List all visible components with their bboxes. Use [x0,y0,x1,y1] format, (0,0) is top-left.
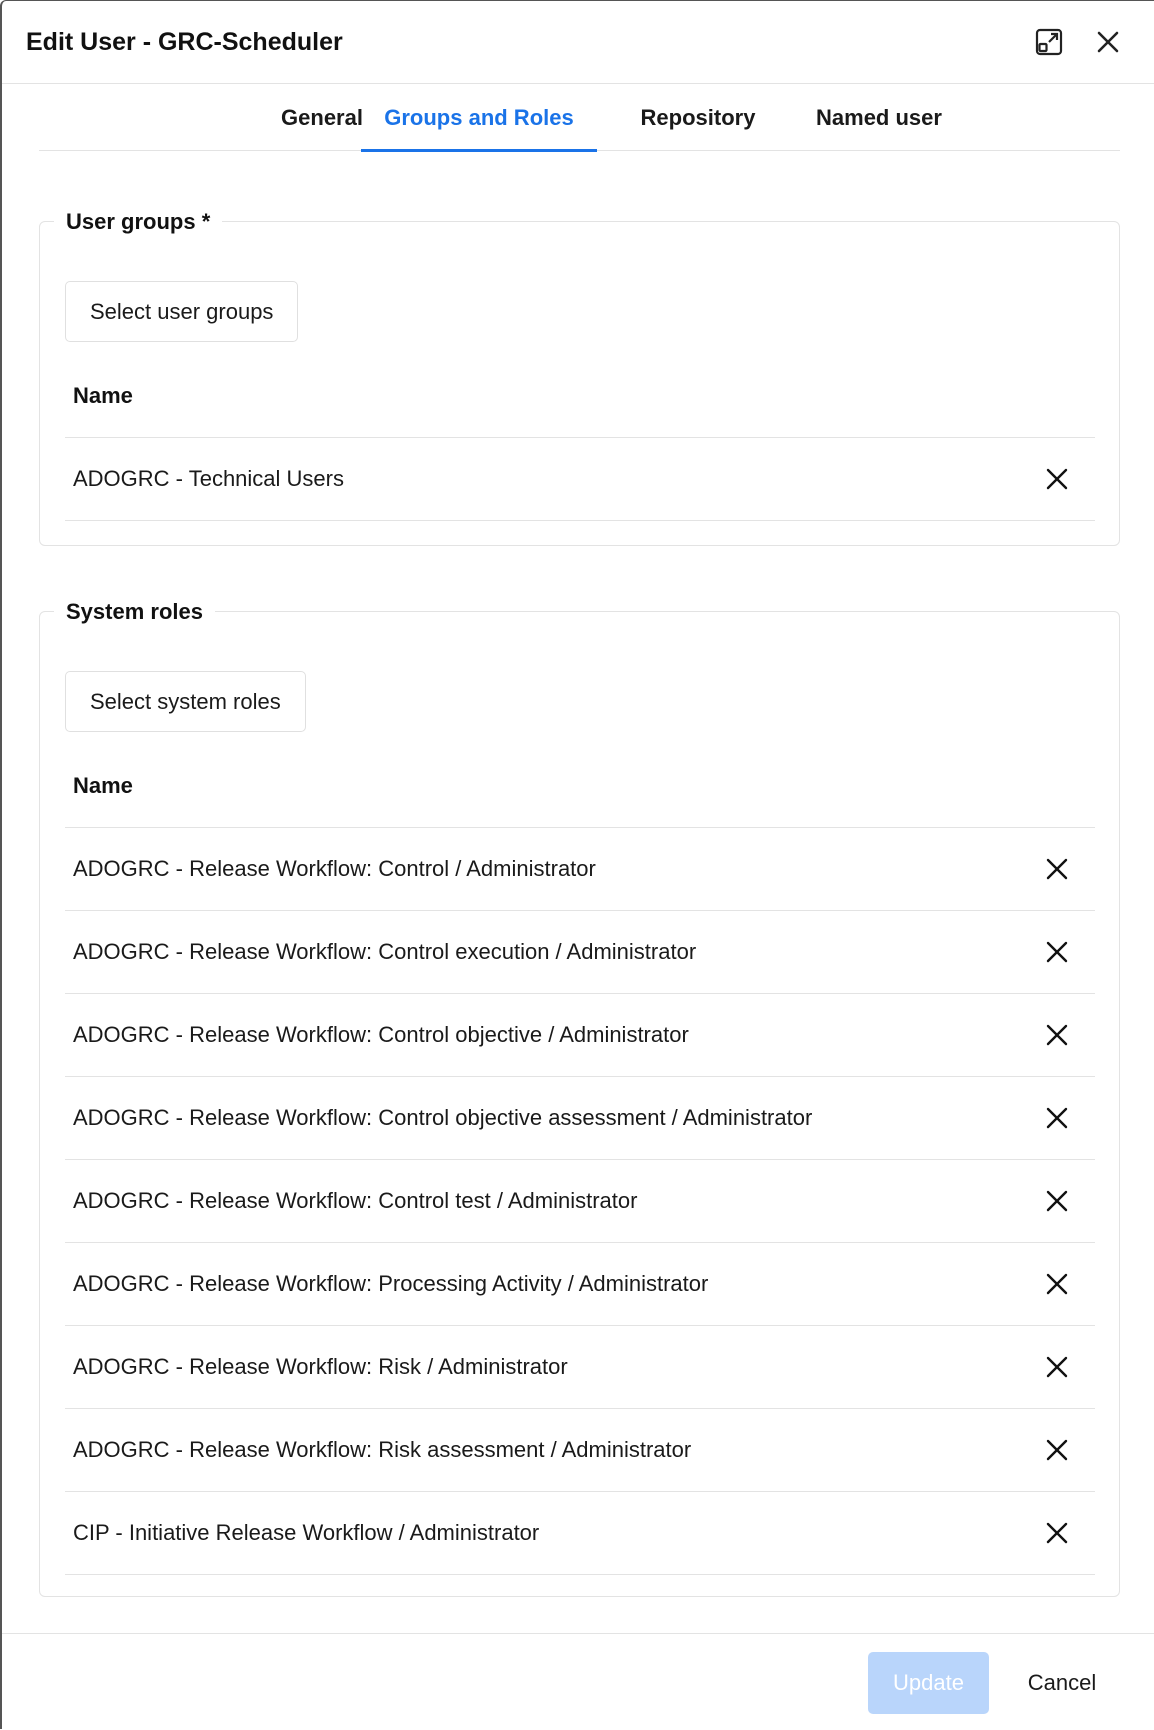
x-icon [1046,1273,1068,1295]
remove-button[interactable] [1039,461,1075,497]
system-roles-name-header: Name [65,745,1095,828]
system-roles-list [65,828,1095,1575]
user-groups-name-header: Name [65,355,1095,438]
row-label: CIP - Initiative Release Workflow / Administrator [73,1520,540,1545]
tab-bar [39,84,1120,151]
table-row [65,1409,1095,1492]
close-button[interactable] [1089,23,1127,61]
update-button[interactable]: Update [868,1652,989,1714]
dialog-title: Edit User - GRC-Scheduler [26,28,343,56]
x-icon [1046,1356,1068,1378]
row-label: ADOGRC - Release Workflow: Control / Administrator [73,856,596,881]
dialog-header [2,1,1154,84]
close-icon [1096,30,1120,54]
x-icon [1046,858,1068,880]
table-row [65,994,1095,1077]
remove-button[interactable] [1039,1432,1075,1468]
table-row [65,1492,1095,1575]
row-label: ADOGRC - Release Workflow: Control test / Administrator [73,1188,638,1213]
dialog-footer [2,1633,1154,1730]
remove-button[interactable] [1039,851,1075,887]
row-label: ADOGRC - Release Workflow: Processing Activity / Administrator [73,1271,709,1296]
tab-groups-and-roles[interactable]: Groups and Roles [361,84,597,151]
user-groups-list [65,438,1095,521]
remove-button[interactable] [1039,934,1075,970]
x-icon [1046,1024,1068,1046]
table-row [65,911,1095,994]
system-roles-legend: System roles [54,590,215,634]
expand-button[interactable] [1030,23,1068,61]
x-icon [1046,1107,1068,1129]
expand-icon [1035,28,1063,56]
tab-general[interactable]: General [281,104,363,130]
remove-button[interactable] [1039,1017,1075,1053]
select-system-roles-button[interactable]: Select system roles [65,671,306,732]
table-row [65,1160,1095,1243]
remove-button[interactable] [1039,1183,1075,1219]
row-label: ADOGRC - Release Workflow: Control objective / Administrator [73,1022,689,1047]
cancel-button[interactable]: Cancel [1012,1652,1112,1714]
tab-repository[interactable]: Repository [640,104,756,130]
table-row [65,438,1095,521]
tab-named-user[interactable]: Named user [816,104,942,130]
table-row [65,1077,1095,1160]
row-label: ADOGRC - Release Workflow: Risk / Administrator [73,1354,568,1379]
x-icon [1046,1522,1068,1544]
x-icon [1046,941,1068,963]
x-icon [1046,468,1068,490]
table-row [65,1326,1095,1409]
table-row [65,1243,1095,1326]
table-row [65,828,1095,911]
x-icon [1046,1190,1068,1212]
user-groups-legend: User groups * [54,200,222,244]
remove-button[interactable] [1039,1266,1075,1302]
remove-button[interactable] [1039,1349,1075,1385]
row-label: ADOGRC - Release Workflow: Control objective assessment / Administrator [73,1105,813,1130]
user-groups-section [39,209,1120,546]
select-user-groups-button[interactable]: Select user groups [65,281,298,342]
remove-button[interactable] [1039,1100,1075,1136]
row-label: ADOGRC - Release Workflow: Risk assessment / Administrator [73,1437,692,1462]
system-roles-section [39,599,1120,1597]
row-label: ADOGRC - Release Workflow: Control execution / Administrator [73,939,697,964]
remove-button[interactable] [1039,1515,1075,1551]
row-label: ADOGRC - Technical Users [73,466,344,491]
x-icon [1046,1439,1068,1461]
